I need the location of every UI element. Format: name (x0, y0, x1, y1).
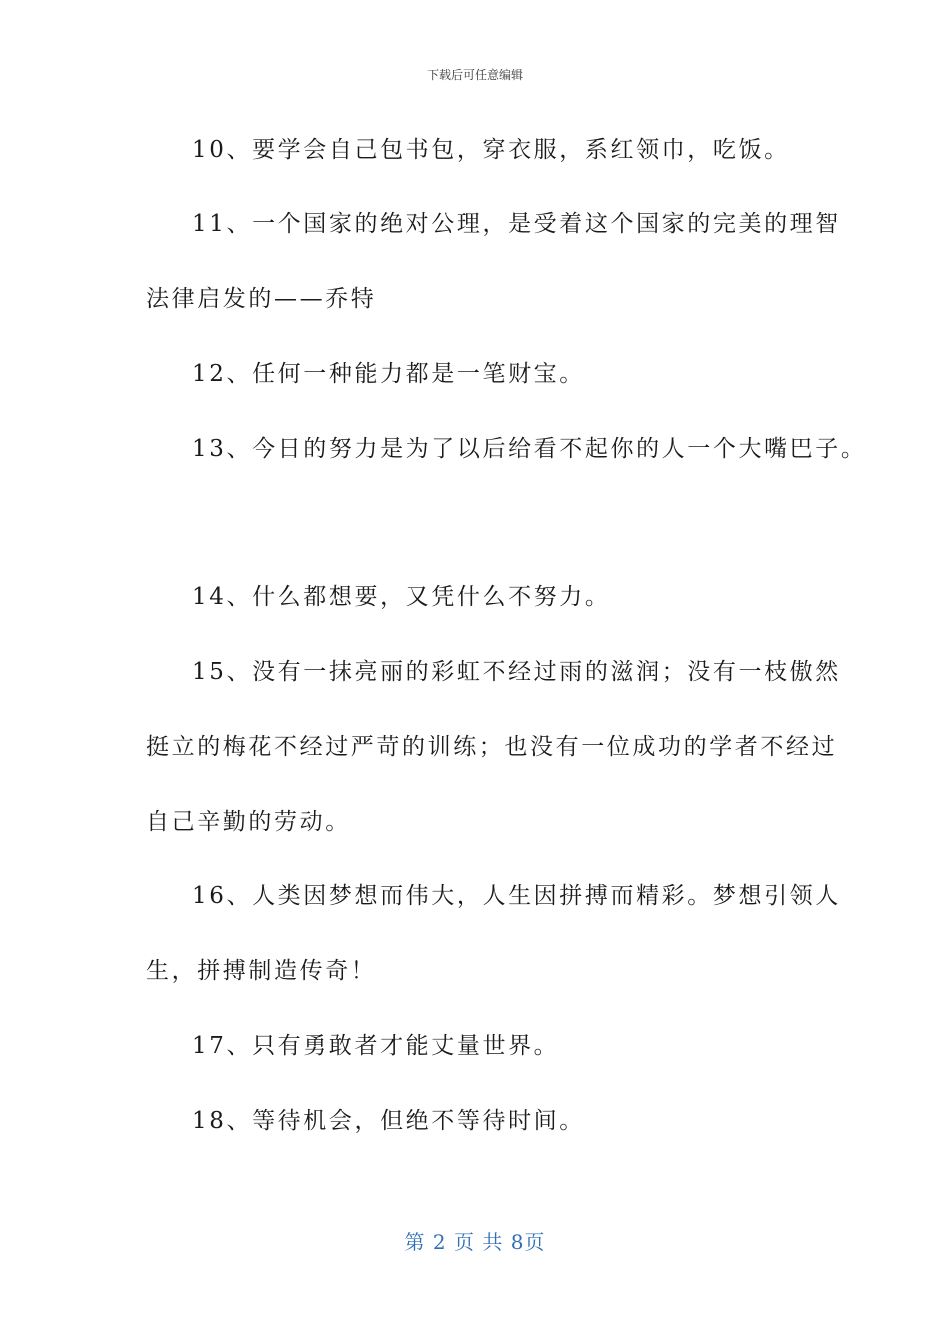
item-15-line-1: 15、没有一抹亮丽的彩虹不经过雨的滋润；没有一枝傲然 (192, 659, 841, 685)
item-18: 18、等待机会，但绝不等待时间。 (192, 1108, 585, 1134)
item-11-line-1: 11、一个国家的绝对公理，是受着这个国家的完美的理智 (192, 211, 841, 237)
page-header: 下载后可任意编辑 (426, 68, 523, 82)
item-10: 10、要学会自己包书包，穿衣服，系红领巾，吃饭。 (192, 137, 790, 163)
item-15-line-3: 自己辛勤的劳动。 (146, 809, 351, 835)
page-footer: 第 2 页 共 8页 (404, 1230, 546, 1254)
item-12: 12、任何一种能力都是一笔财宝。 (192, 361, 585, 387)
item-16-line-2: 生，拼搏制造传奇！ (146, 958, 377, 984)
item-16-line-1: 16、人类因梦想而伟大，人生因拼搏而精彩。梦想引领人 (192, 883, 841, 909)
item-13: 13、今日的努力是为了以后给看不起你的人一个大嘴巴子。 (192, 436, 867, 462)
item-11-line-2: 法律启发的——乔特 (146, 286, 377, 312)
item-17: 17、只有勇敢者才能丈量世界。 (192, 1033, 560, 1059)
item-14: 14、什么都想要，又凭什么不努力。 (192, 584, 611, 610)
item-15-line-2: 挺立的梅花不经过严苛的训练；也没有一位成功的学者不经过 (146, 734, 838, 760)
